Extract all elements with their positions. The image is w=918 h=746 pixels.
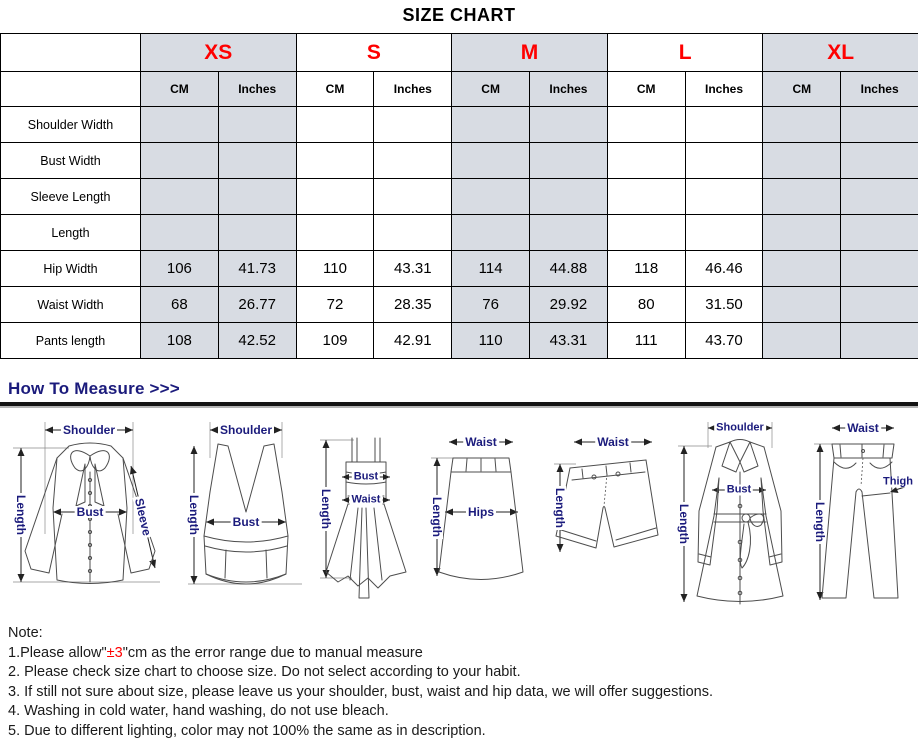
value-cell xyxy=(296,215,374,251)
note-line: 5. Due to different lighting, color may not 100% the same as in description. xyxy=(8,722,486,739)
value-cell xyxy=(763,143,841,179)
value-cell: 29.92 xyxy=(530,287,608,323)
value-cell xyxy=(763,107,841,143)
measure-label-waist: Waist xyxy=(847,421,879,435)
measure-label-length: Length xyxy=(813,502,827,542)
value-cell: 41.73 xyxy=(218,251,296,287)
value-cell xyxy=(374,179,452,215)
measure-figure-shorts xyxy=(548,416,666,616)
measure-label-length: Length xyxy=(319,489,333,529)
row-header: Bust Width xyxy=(1,143,141,179)
value-cell xyxy=(841,143,918,179)
value-cell: 111 xyxy=(607,323,685,359)
value-cell xyxy=(841,251,918,287)
measure-label-waist: Waist xyxy=(597,435,629,449)
value-cell xyxy=(218,215,296,251)
value-cell: 31.50 xyxy=(685,287,763,323)
value-cell xyxy=(763,287,841,323)
table-row xyxy=(1,215,918,251)
size-table xyxy=(0,33,918,359)
note-text: 1.Please allow" xyxy=(8,644,107,661)
measure-label-sleeve: Sleeve xyxy=(131,496,155,538)
value-cell: 118 xyxy=(607,251,685,287)
value-cell xyxy=(841,215,918,251)
table-row xyxy=(1,287,918,323)
value-cell: 43.70 xyxy=(685,323,763,359)
measure-figure-tank-top xyxy=(180,416,310,616)
value-cell xyxy=(141,215,219,251)
value-cell xyxy=(530,179,608,215)
measure-label-length: Length xyxy=(187,495,201,535)
value-cell: 43.31 xyxy=(374,251,452,287)
value-cell xyxy=(374,143,452,179)
row-header: Length xyxy=(1,215,141,251)
value-cell xyxy=(452,143,530,179)
value-cell xyxy=(218,107,296,143)
note-line: 2. Please check size chart to choose size. Do not select according to your habit. xyxy=(8,664,521,680)
size-header-row xyxy=(1,34,918,72)
value-cell xyxy=(607,143,685,179)
page-title: SIZE CHART xyxy=(402,5,516,25)
size-header-xs: XS xyxy=(141,34,297,72)
measure-label-thigh: Thigh xyxy=(883,475,913,488)
value-cell xyxy=(841,287,918,323)
value-cell xyxy=(763,251,841,287)
size-header-s: S xyxy=(296,34,452,72)
notes-section xyxy=(8,624,918,741)
size-header-xl: XL xyxy=(763,34,918,72)
value-cell: 72 xyxy=(296,287,374,323)
measure-label-length: Length xyxy=(14,495,28,535)
unit-header-inches: Inches xyxy=(841,72,918,107)
measure-figure-coat xyxy=(672,416,800,616)
value-cell xyxy=(530,215,608,251)
row-header: Hip Width xyxy=(1,251,141,287)
value-cell xyxy=(374,215,452,251)
value-cell xyxy=(141,143,219,179)
value-cell xyxy=(374,107,452,143)
measure-figures xyxy=(0,416,918,618)
value-cell xyxy=(218,179,296,215)
note-line xyxy=(8,644,918,664)
value-cell xyxy=(296,107,374,143)
value-cell xyxy=(841,323,918,359)
corner-cell xyxy=(1,34,141,72)
value-cell xyxy=(452,215,530,251)
unit-header-cm: CM xyxy=(296,72,374,107)
value-cell: 80 xyxy=(607,287,685,323)
value-cell: 44.88 xyxy=(530,251,608,287)
value-cell xyxy=(607,179,685,215)
table-row xyxy=(1,179,918,215)
unit-header-inches: Inches xyxy=(374,72,452,107)
measure-label-shoulder: Shoulder xyxy=(716,421,764,434)
unit-header-row xyxy=(1,72,918,107)
value-cell xyxy=(296,143,374,179)
value-cell xyxy=(452,179,530,215)
measure-label-hips: Hips xyxy=(467,505,495,519)
section-divider xyxy=(0,402,918,406)
unit-header-inches: Inches xyxy=(218,72,296,107)
measure-label-waist: Waist xyxy=(465,435,497,449)
measure-label-shoulder: Shoulder xyxy=(62,423,116,437)
table-row xyxy=(1,323,918,359)
value-cell xyxy=(841,107,918,143)
value-cell: 114 xyxy=(452,251,530,287)
value-cell xyxy=(685,107,763,143)
row-header: Waist Width xyxy=(1,287,141,323)
unit-header-inches: Inches xyxy=(685,72,763,107)
value-cell xyxy=(141,107,219,143)
value-cell: 46.46 xyxy=(685,251,763,287)
measure-figure-blouse xyxy=(5,416,175,616)
unit-header-cm: CM xyxy=(607,72,685,107)
value-cell xyxy=(607,107,685,143)
note-text: "cm as the error range due to manual measure xyxy=(122,644,423,661)
value-cell xyxy=(763,179,841,215)
size-header-l: L xyxy=(607,34,763,72)
value-cell xyxy=(452,107,530,143)
measure-label-length: Length xyxy=(553,488,567,528)
value-cell xyxy=(841,179,918,215)
value-cell: 110 xyxy=(296,251,374,287)
value-cell xyxy=(530,143,608,179)
value-cell: 28.35 xyxy=(374,287,452,323)
value-cell: 68 xyxy=(141,287,219,323)
measure-label-bust: Bust xyxy=(76,505,104,519)
value-cell: 43.31 xyxy=(530,323,608,359)
value-cell: 42.52 xyxy=(218,323,296,359)
unit-header-cm: CM xyxy=(763,72,841,107)
measure-figure-pants xyxy=(806,416,914,616)
row-header: Sleeve Length xyxy=(1,179,141,215)
value-cell xyxy=(530,107,608,143)
measure-label-bust: Bust xyxy=(232,515,260,529)
unit-header-inches: Inches xyxy=(530,72,608,107)
value-cell: 106 xyxy=(141,251,219,287)
value-cell xyxy=(685,143,763,179)
table-row xyxy=(1,251,918,287)
row-header: Shoulder Width xyxy=(1,107,141,143)
note-line: 4. Washing in cold water, hand washing, do not use bleach. xyxy=(8,703,389,719)
unit-header-cm: CM xyxy=(452,72,530,107)
value-cell: 110 xyxy=(452,323,530,359)
value-cell: 109 xyxy=(296,323,374,359)
corner-cell xyxy=(1,72,141,107)
measure-figure-skirt xyxy=(425,416,537,616)
value-cell xyxy=(296,179,374,215)
measure-label-waist: Waist xyxy=(351,493,381,506)
table-row xyxy=(1,143,918,179)
coat-drawing xyxy=(672,416,800,616)
notes-heading: Note: xyxy=(8,625,43,641)
value-cell xyxy=(763,215,841,251)
measure-label-length: Length xyxy=(677,504,691,544)
row-header: Pants length xyxy=(1,323,141,359)
value-cell xyxy=(607,215,685,251)
measure-label-bust: Bust xyxy=(353,470,379,483)
value-cell xyxy=(685,215,763,251)
value-cell: 26.77 xyxy=(218,287,296,323)
value-cell xyxy=(685,179,763,215)
measure-label-shoulder: Shoulder xyxy=(219,423,273,437)
size-header-m: M xyxy=(452,34,608,72)
value-cell: 76 xyxy=(452,287,530,323)
measure-label-length: Length xyxy=(430,497,444,537)
note-line: 3. If still not sure about size, please leave us your shoulder, bust, waist and hip data, we will offer suggestions. xyxy=(8,683,713,700)
value-cell xyxy=(218,143,296,179)
table-row xyxy=(1,107,918,143)
measure-section-heading: How To Measure >>> xyxy=(8,379,180,398)
measure-label-bust: Bust xyxy=(726,483,752,496)
value-cell xyxy=(141,179,219,215)
measure-figure-dress xyxy=(312,416,420,616)
value-cell xyxy=(763,323,841,359)
note-highlight: ±3 xyxy=(106,644,123,661)
unit-header-cm: CM xyxy=(141,72,219,107)
value-cell: 108 xyxy=(141,323,219,359)
value-cell: 42.91 xyxy=(374,323,452,359)
